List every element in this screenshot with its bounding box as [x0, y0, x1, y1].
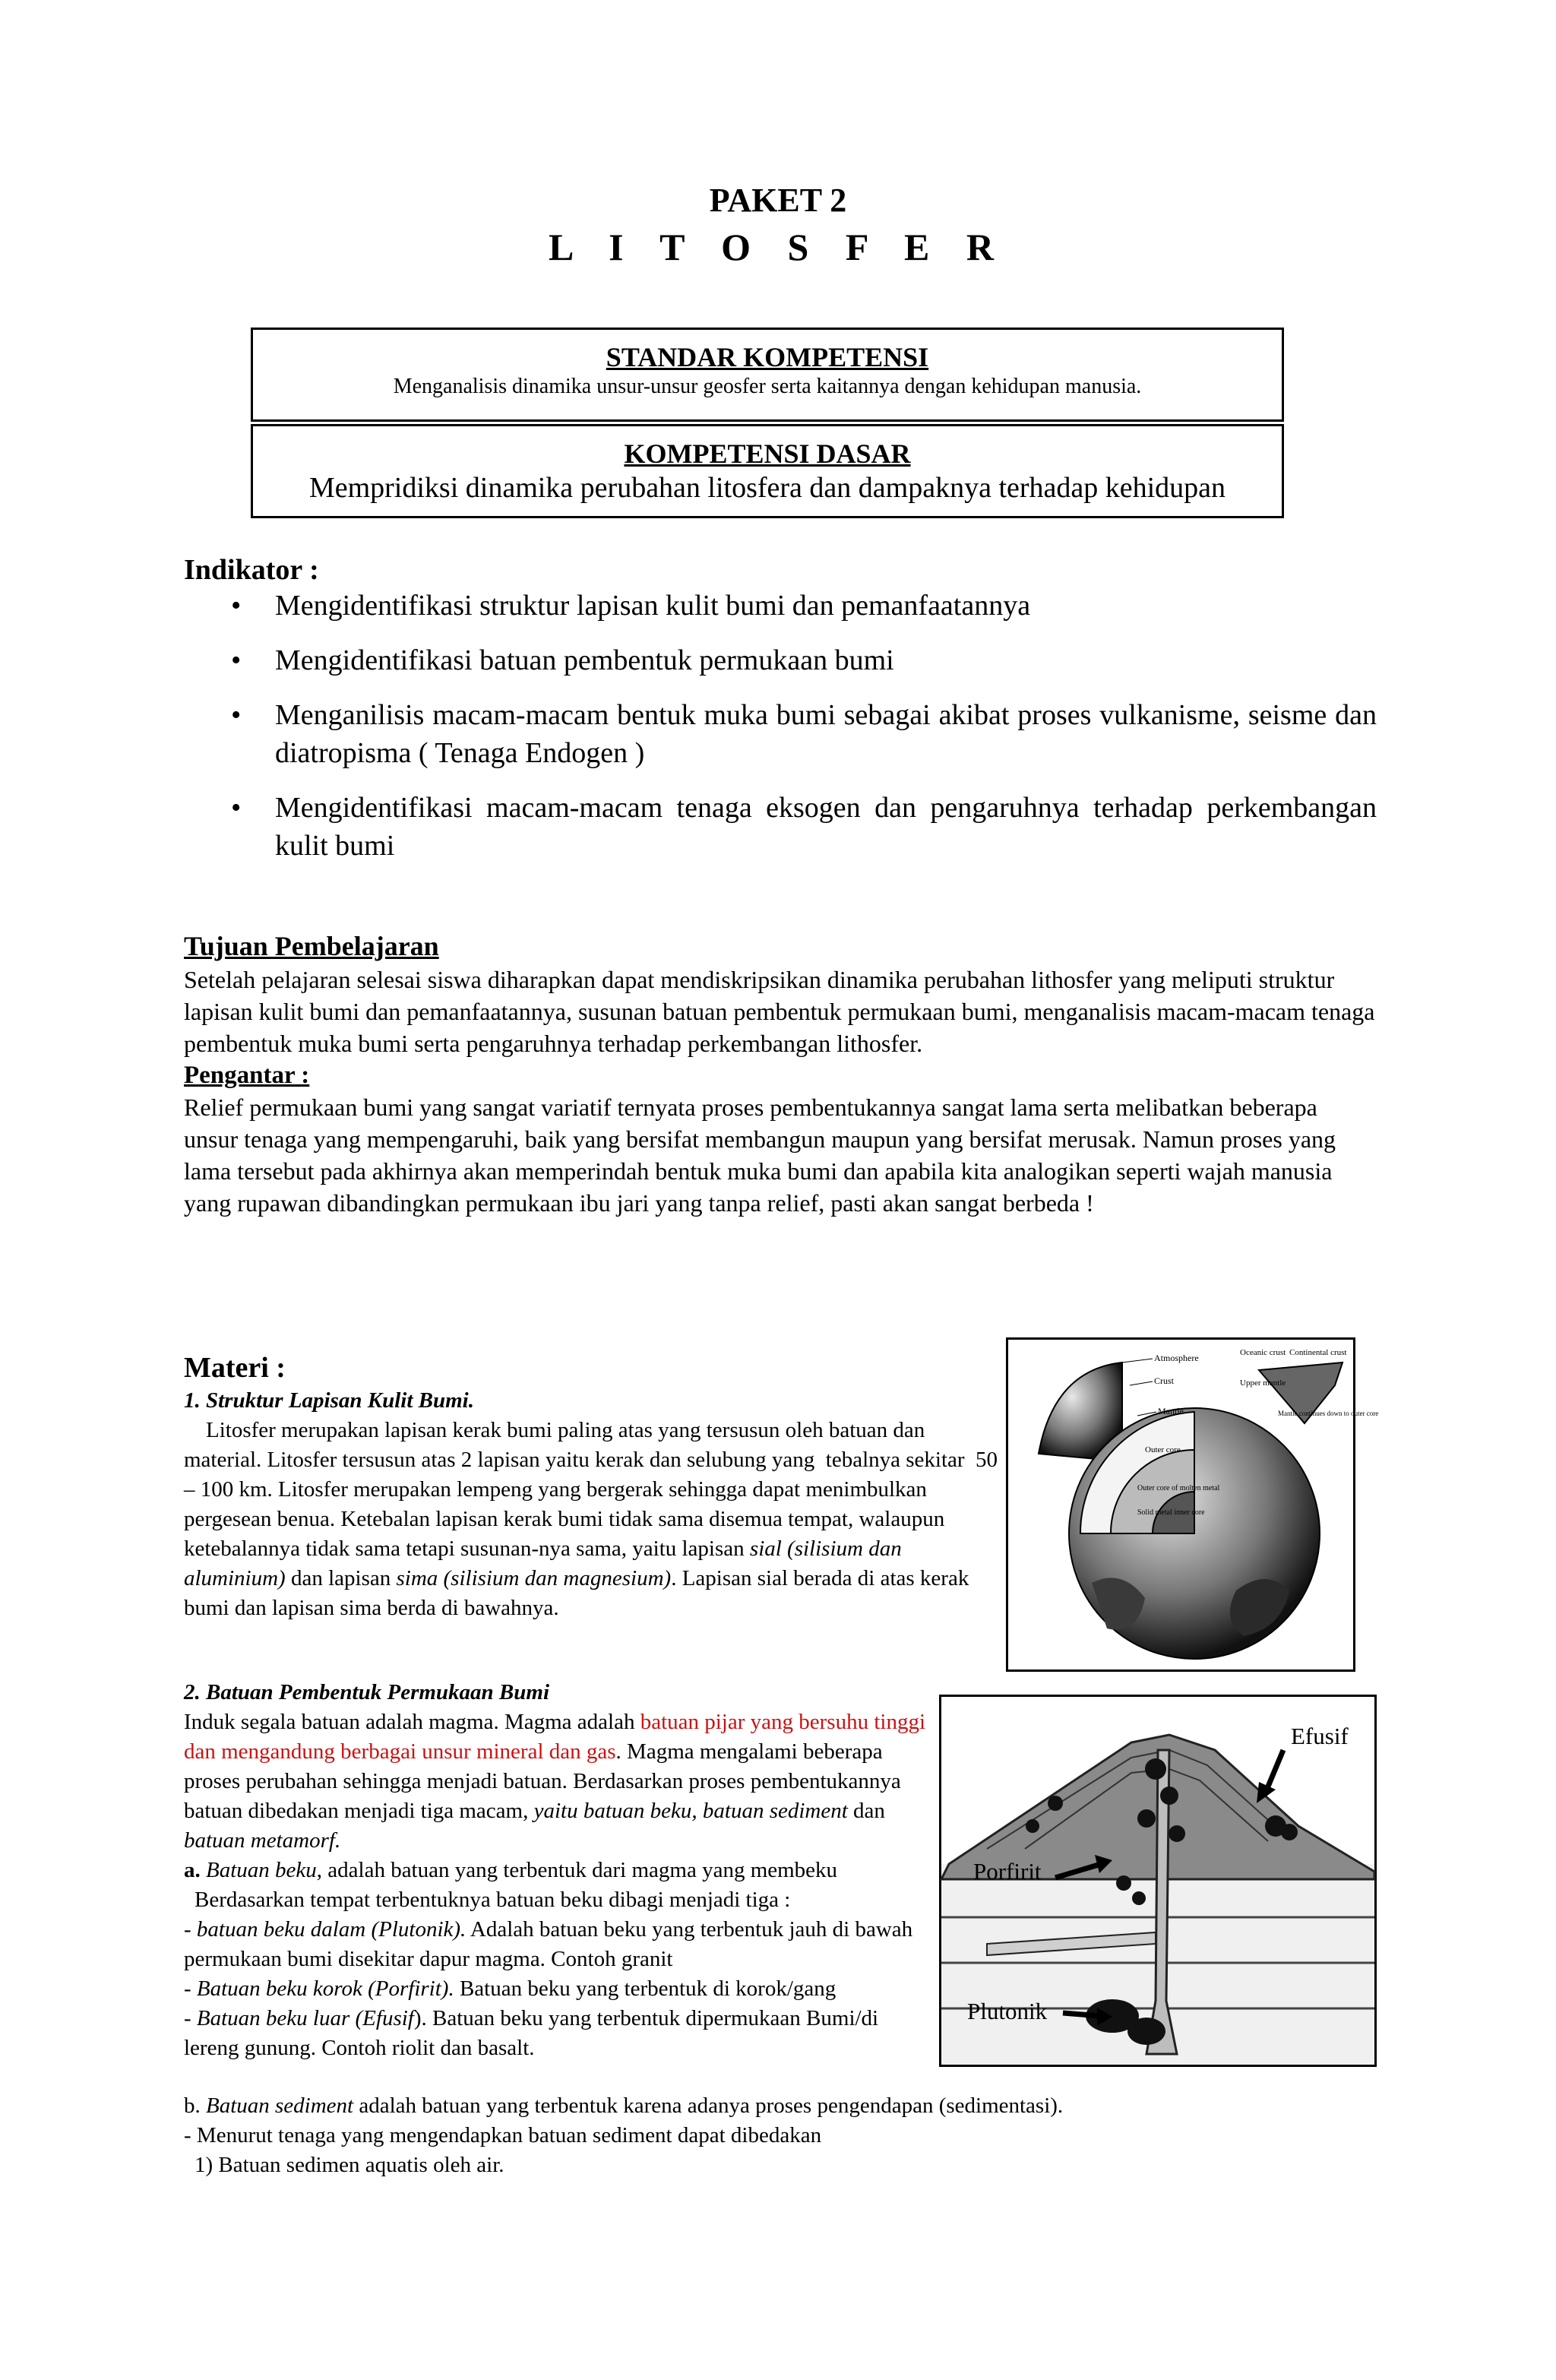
volcano-cross-section [941, 1697, 1374, 2065]
efusif-label: Efusif [1291, 1723, 1349, 1749]
batuan-beku-sub: Berdasarkan tempat terbentuknya batuan beku dibagi menjadi tiga : [194, 1888, 791, 1912]
label-upper-mantle: Upper mantle [1240, 1378, 1286, 1388]
pengantar-text: Relief permukaan bumi yang sangat variatif ternyata proses pembentukannya sangat lama serta melibatkan beberapa unsur tenaga yang mempengaruhi, baik yang bersifat membangun maupun yang bersifat merusak. Namun proses yang lama tersebut pada akhirnya akan memperindah bentuk muka bumi dan apabila kita analogikan seperti wajah manusia yang rupawan dibandingkan permukaan ibu jari yang tanpa relief, pasti akan sangat berbeda ! [184, 1093, 1336, 1217]
section-2-text-b: . Magma mengalami beberapa proses perubahan sehingga menjadi batuan. Berdasarkan proses pembentukannya batuan dibedakan menjadi tiga macam, [184, 1739, 901, 1823]
porfirit-label: Porfirit [973, 1858, 1042, 1885]
batuan-sediment-section [184, 2091, 1377, 2180]
batuan-beku-term: Batuan beku [206, 1858, 317, 1882]
pengantar-heading: Pengantar : [184, 1062, 310, 1089]
materi-section-2 [184, 1678, 936, 2063]
label-oceanic-crust: Oceanic crust [1240, 1348, 1286, 1357]
materi-heading: Materi : [184, 1352, 286, 1384]
sima-term: sima (silisium dan magnesium) [396, 1566, 672, 1590]
rock-types-term: yaitu batuan beku, batuan sediment [533, 1799, 848, 1823]
section-1-p1: Litosfer merupakan lapisan kerak bumi paling atas yang tersusun oleh batuan dan material. Litosfer tersusun atas 2 lapisan yaitu kerak dan selubung yang tebalnya sekitar 50 – 100 km. Litosfer merupakan lempeng yang bergerak sehingga dapat menimbulkan pergesean benua. Ketebalan lapisan kerak bumi tidak sama disemua tempat, walaupun ketebalannya tidak sama tetapi susunan-nya sama, yaitu lapisan [184, 1418, 1004, 1561]
earth-cutaway-image [1008, 1340, 1379, 1669]
porfirit-term: - Batuan beku korok (Porfirit). [184, 1976, 454, 2001]
kompetensi-dasar-text: Mempridiksi dinamika perubahan litosfera dan dampaknya terhadap kehidupan [308, 472, 1226, 504]
indikator-item: • Menganilisis macam-macam bentuk muka bumi sebagai akibat proses vulkanisme, seisme dan diatropisma ( Tenaga Endogen ) [184, 696, 1377, 772]
section-1-text [184, 1416, 1004, 1623]
label-inner-core: Solid metal inner core [1137, 1508, 1205, 1517]
label-crust: Crust [1154, 1375, 1175, 1386]
section-2-text-c: dan [847, 1799, 885, 1823]
standar-kompetensi-heading: STANDAR KOMPETENSI [606, 342, 929, 372]
standar-kompetensi-text: Menganalisis dinamika unsur-unsur geosfer serta kaitannya dengan kehidupan manusia. [393, 375, 1142, 398]
section-2-title: 2. Batuan Pembentuk Permukaan Bumi [184, 1680, 550, 1704]
package-title: PAKET 2 [709, 182, 847, 219]
porfirit-definition: Batuan beku yang terbentuk di korok/gang [454, 1976, 837, 2001]
sediment-classification: - Menurut tenaga yang mengendapkan batuan sediment dapat dibedakan [184, 2123, 822, 2147]
indikator-heading: Indikator : [184, 554, 319, 586]
efusif-definition: ). Batuan beku yang terbentuk dipermukaan Bumi/di lereng gunung. Contoh riolit dan basalt. [184, 2006, 879, 2060]
kompetensi-dasar-box [251, 424, 1284, 518]
efusif-line [184, 2004, 936, 2063]
label-outer-core: Outer core [1145, 1445, 1181, 1454]
section-2-intro [184, 1707, 936, 1856]
indikator-list [184, 587, 1377, 881]
efusif-term: - Batuan beku luar (Efusif [184, 2006, 414, 2030]
materi-section-1 [184, 1386, 1004, 1623]
label-mantle: Mantle [1158, 1406, 1184, 1416]
batuan-sediment-term: Batuan sediment [206, 2094, 354, 2118]
volcano-figure [939, 1695, 1377, 2067]
section-2-text-a: Induk segala batuan adalah magma. Magma adalah [184, 1710, 640, 1734]
tujuan-section [184, 929, 1377, 1219]
indikator-item: • Mengidentifikasi struktur lapisan kulit bumi dan pemanfaatannya [184, 587, 1377, 625]
batuan-sediment-definition: adalah batuan yang terbentuk karena adanya proses pengendapan (sedimentasi). [353, 2094, 1064, 2118]
batuan-beku-line [184, 1856, 936, 1885]
sial-term: sial (silisium dan aluminium) [184, 1537, 907, 1590]
label-mantle-continues: Mantle continues down to outer core [1278, 1410, 1379, 1417]
sediment-aquatic: 1) Batuan sedimen aquatis oleh air. [194, 2153, 504, 2177]
porfirit-line [184, 1974, 936, 2004]
plutonik-definition: Adalah batuan beku yang terbentuk jauh di bawah permukaan bumi disekitar dapur magma. Contoh granit [184, 1917, 913, 1971]
tujuan-text: Setelah pelajaran selesai siswa diharapkan dapat mendiskripsikan dinamika perubahan lithosfer yang meliputi struktur lapisan kulit bumi dan pemanfaatannya, susunan batuan pembentuk permukaan bumi, menganalisis macam-macam tenaga pembentuk muka bumi serta pengaruhnya terhadap perkembangan lithosfer. [184, 966, 1375, 1057]
batuan-beku-definition: , adalah batuan yang terbentuk dari magma yang membeku [316, 1858, 838, 1882]
topic-title: L I T O S F E R [549, 226, 1007, 268]
label-atmosphere: Atmosphere [1154, 1353, 1199, 1363]
metamorf-term: batuan metamorf. [184, 1828, 341, 1853]
earth-structure-figure [1006, 1337, 1379, 1672]
indikator-item: • Mengidentifikasi batuan pembentuk permukaan bumi [184, 641, 1377, 679]
item-b-prefix: b. [184, 2094, 206, 2118]
batuan-sediment-line [184, 2091, 1377, 2121]
tujuan-heading: Tujuan Pembelajaran [184, 931, 439, 961]
kompetensi-dasar-heading: KOMPETENSI DASAR [624, 438, 911, 469]
plutonik-term: - batuan beku dalam (Plutonik). [184, 1917, 466, 1942]
section-1-title: 1. Struktur Lapisan Kulit Bumi. [184, 1388, 474, 1413]
label-continental-crust: Continental crust [1289, 1348, 1347, 1357]
standar-kompetensi-box [251, 328, 1284, 422]
plutonik-line [184, 1915, 936, 1974]
plutonik-label: Plutonik [967, 1998, 1048, 2024]
section-1-p3: . Lapisan sial berada di atas kerak bumi dan lapisan sima berda di bawahnya. [184, 1566, 975, 1620]
section-1-p2: dan lapisan [285, 1566, 397, 1590]
label-molten-metal: Outer core of molten metal [1137, 1484, 1220, 1492]
magma-definition: batuan pijar yang bersuhu tinggi dan mengandung berbagai unsur mineral dan gas [184, 1710, 926, 1764]
indikator-item: • Mengidentifikasi macam-macam tenaga eksogen dan pengaruhnya terhadap perkembangan kulit bumi [184, 789, 1377, 865]
item-a-prefix: a. [184, 1858, 206, 1882]
